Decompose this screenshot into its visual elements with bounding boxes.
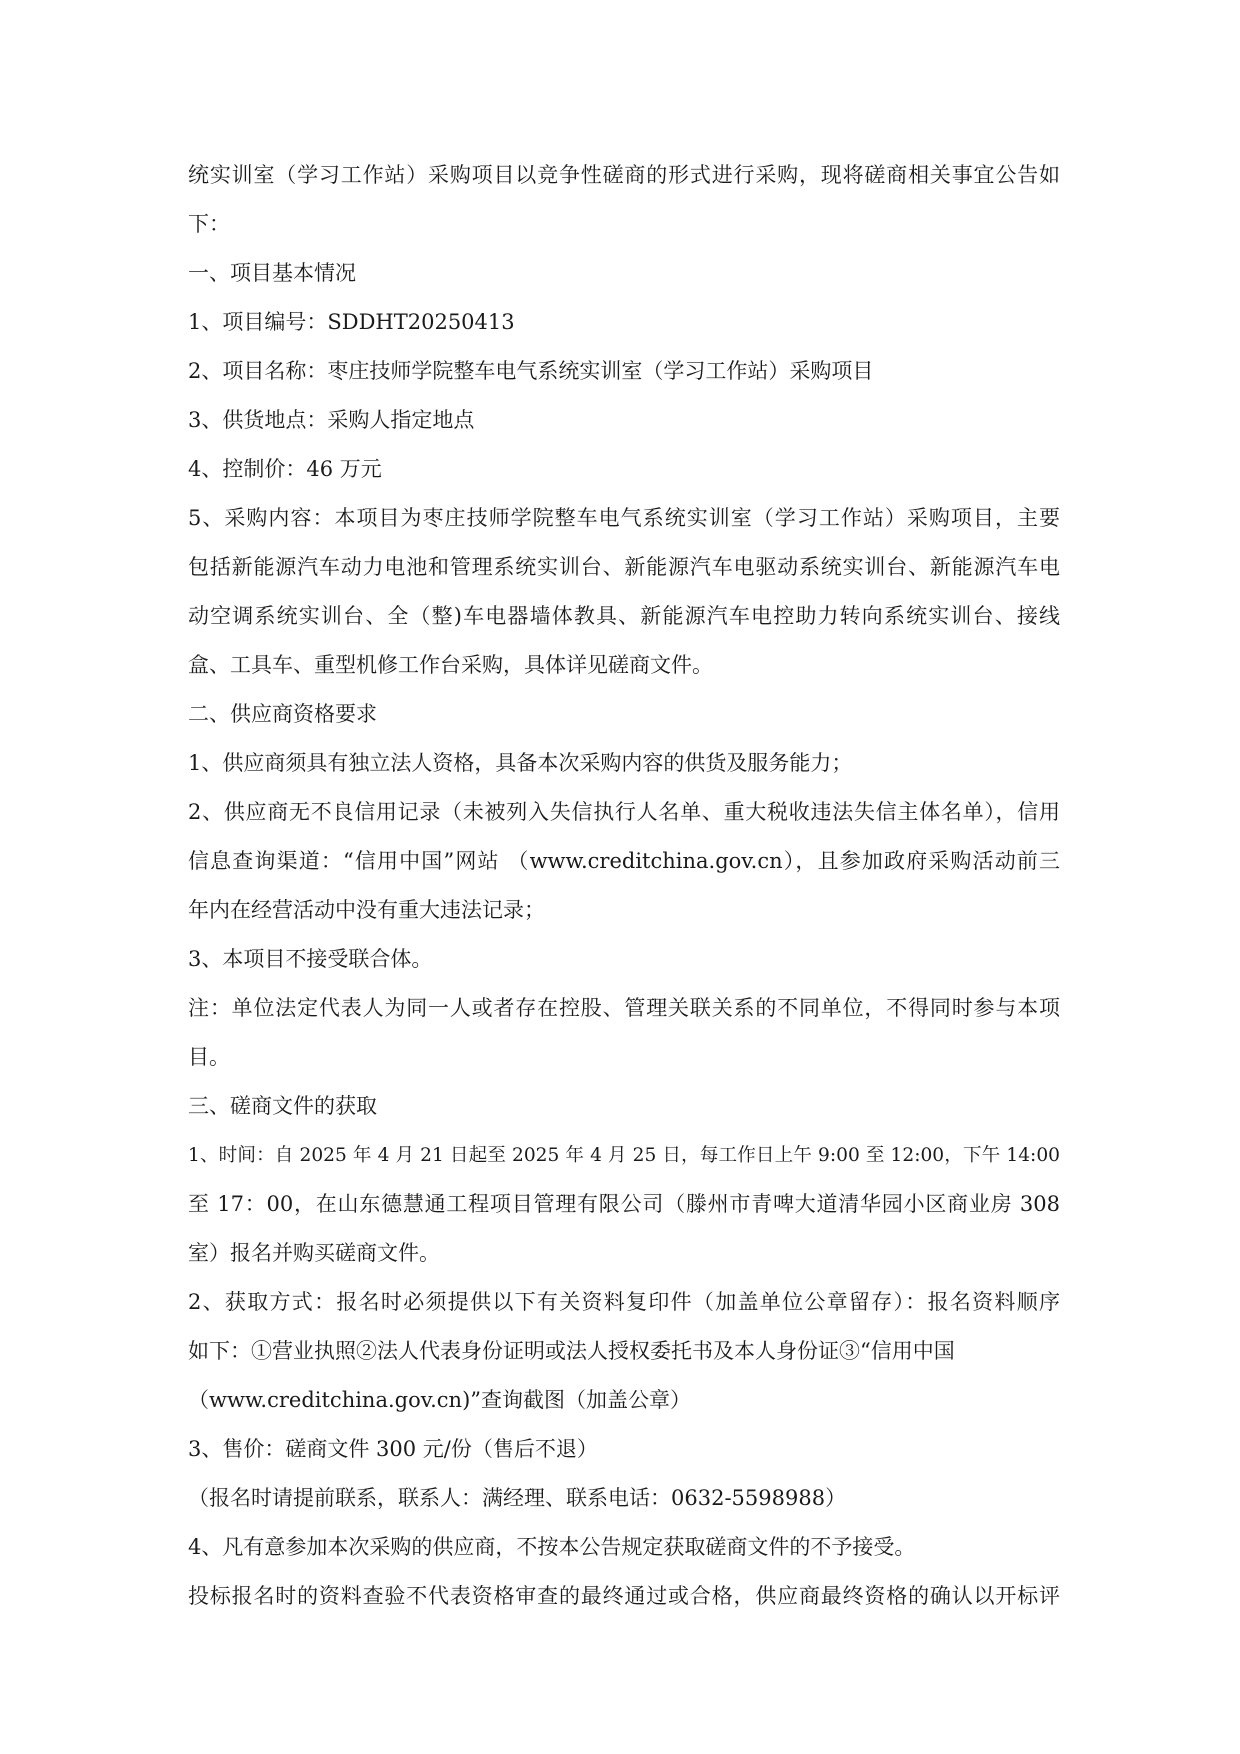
text-line: 目。 [188,1045,230,1069]
text-line: 包括新能源汽车动力电池和管理系统实训台、新能源汽车电驱动系统实训台、新能源汽车电 [188,555,1060,579]
text-line: 年内在经营活动中没有重大违法记录； [188,898,545,922]
section-heading: 三、磋商文件的获取 [188,1094,377,1118]
text-line: 5、采购内容：本项目为枣庄技师学院整车电气系统实训室（学习工作站）采购项目，主要 [188,506,1060,530]
text-line: 1、供应商须具有独立法人资格，具备本次采购内容的供货及服务能力； [188,751,853,775]
text-line: （报名时请提前联系，联系人：满经理、联系电话：0632-5598988） [188,1486,847,1510]
text-line: 2、项目名称：枣庄技师学院整车电气系统实训室（学习工作站）采购项目 [188,359,874,383]
text-line: 统实训室（学习工作站）采购项目以竞争性磋商的形式进行采购，现将磋商相关事宜公告如 [188,163,1060,187]
text-line: 至 17：00，在山东德慧通工程项目管理有限公司（滕州市青啤大道清华园小区商业房 308 [188,1192,1060,1216]
text-line: 3、供货地点：采购人指定地点 [188,408,475,432]
text-line: 动空调系统实训台、全（整)车电器墙体教具、新能源汽车电控助力转向系统实训台、接线 [188,604,1060,628]
text-line: 如下：①营业执照②法人代表身份证明或法人授权委托书及本人身份证③“信用中国 [188,1339,955,1363]
section-heading: 一、项目基本情况 [188,261,356,285]
text-line: 1、项目编号：SDDHT20250413 [188,310,515,334]
text-line: 室）报名并购买磋商文件。 [188,1241,440,1265]
text-line: 盒、工具车、重型机修工作台采购，具体详见磋商文件。 [188,653,713,677]
section-heading: 二、供应商资格要求 [188,702,377,726]
text-line: 投标报名时的资料查验不代表资格审查的最终通过或合格，供应商最终资格的确认以开标评 [188,1584,1060,1608]
text-line: 下： [188,212,230,236]
text-line: 4、控制价：46 万元 [188,457,382,481]
text-line: （www.creditchina.gov.cn)”查询截图（加盖公章） [188,1388,692,1412]
text-line: 2、供应商无不良信用记录（未被列入失信执行人名单、重大税收违法失信主体名单），信用 [188,800,1060,824]
text-line: 3、售价：磋商文件 300 元/份（售后不退） [188,1437,598,1461]
text-line: 3、本项目不接受联合体。 [188,947,433,971]
text-line: 信息查询渠道：“信用中国”网站 （www.creditchina.gov.cn），且参加政府采购活动前三 [188,849,1060,873]
announcement-body [188,151,1060,1621]
text-line: 注：单位法定代表人为同一人或者存在控股、管理关联关系的不同单位，不得同时参与本项 [188,996,1060,1020]
text-line: 1、时间：自 2025 年 4 月 21 日起至 2025 年 4 月 25 日，每工作日上午 9:00 至 12:00，下午 14:00 [188,1145,1060,1166]
text-line: 2、获取方式：报名时必须提供以下有关资料复印件（加盖单位公章留存）：报名资料顺序 [188,1290,1060,1314]
text-line: 4、凡有意参加本次采购的供应商，不按本公告规定获取磋商文件的不予接受。 [188,1535,916,1559]
